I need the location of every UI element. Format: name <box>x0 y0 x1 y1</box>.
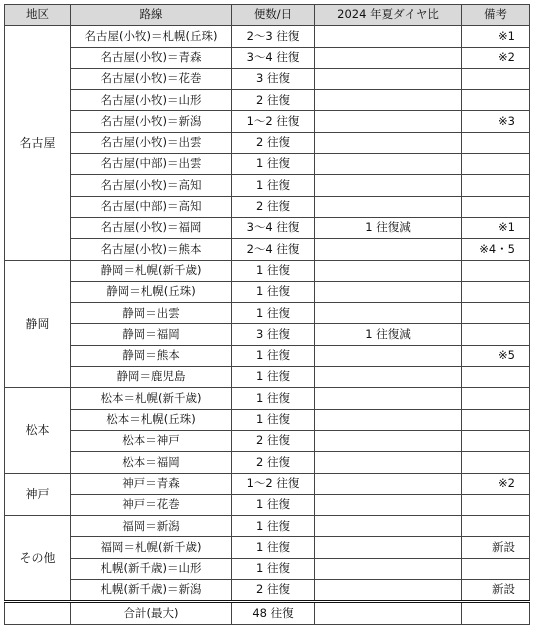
total-flights: 48 往復 <box>232 602 315 624</box>
vs-2024-cell <box>315 345 462 366</box>
note-cell <box>462 430 530 451</box>
route-cell: 札幌(新千歳)＝山形 <box>71 558 232 579</box>
table-row <box>5 580 530 602</box>
flights-cell: 1 往復 <box>232 367 315 388</box>
table-row <box>5 494 530 515</box>
vs-2024-cell <box>315 68 462 89</box>
vs-2024-cell <box>315 558 462 579</box>
route-cell: 名古屋(中部)＝出雲 <box>71 154 232 175</box>
vs-2024-cell <box>315 26 462 47</box>
table-row <box>5 26 530 47</box>
vs-2024-cell <box>315 494 462 515</box>
note-cell <box>462 367 530 388</box>
route-schedule-table-container <box>4 4 530 625</box>
vs-2024-cell <box>315 473 462 494</box>
flights-cell: 1～2 往復 <box>232 111 315 132</box>
route-cell: 松本＝札幌(新千歳) <box>71 388 232 409</box>
route-cell: 松本＝神戸 <box>71 430 232 451</box>
flights-cell: 2～3 往復 <box>232 26 315 47</box>
table-row <box>5 367 530 388</box>
flights-cell: 2 往復 <box>232 452 315 473</box>
route-cell: 名古屋(中部)＝高知 <box>71 196 232 217</box>
flights-cell: 1～2 往復 <box>232 473 315 494</box>
table-row <box>5 239 530 260</box>
flights-cell: 1 往復 <box>232 409 315 430</box>
flights-cell: 1 往復 <box>232 388 315 409</box>
note-cell <box>462 324 530 345</box>
table-row <box>5 409 530 430</box>
note-cell: ※2 <box>462 47 530 68</box>
table-header-row <box>5 5 530 26</box>
total-row <box>5 602 530 624</box>
flights-cell: 1 往復 <box>232 516 315 537</box>
note-cell <box>462 260 530 281</box>
vs-2024-cell <box>315 537 462 558</box>
flights-cell: 2 往復 <box>232 196 315 217</box>
region-cell: 名古屋 <box>5 26 71 260</box>
vs-2024-cell <box>315 452 462 473</box>
note-cell <box>462 90 530 111</box>
flights-cell: 2 往復 <box>232 90 315 111</box>
note-cell: ※4・5 <box>462 239 530 260</box>
table-row <box>5 430 530 451</box>
note-cell <box>462 154 530 175</box>
flights-cell: 2 往復 <box>232 430 315 451</box>
vs-2024-cell <box>315 132 462 153</box>
total-label: 合計(最大) <box>71 602 232 624</box>
header-notes: 備考 <box>462 5 530 26</box>
vs-2024-cell <box>315 367 462 388</box>
note-cell <box>462 516 530 537</box>
vs-2024-cell <box>315 388 462 409</box>
note-cell: ※1 <box>462 217 530 238</box>
note-cell: ※3 <box>462 111 530 132</box>
flights-cell: 3～4 往復 <box>232 47 315 68</box>
vs-2024-cell <box>315 430 462 451</box>
table-row <box>5 537 530 558</box>
flights-cell: 1 往復 <box>232 175 315 196</box>
note-cell: 新設 <box>462 580 530 602</box>
route-cell: 名古屋(小牧)＝山形 <box>71 90 232 111</box>
header-region: 地区 <box>5 5 71 26</box>
route-cell: 名古屋(小牧)＝高知 <box>71 175 232 196</box>
header-flights-per-day: 便数/日 <box>232 5 315 26</box>
vs-2024-cell <box>315 239 462 260</box>
note-cell: ※2 <box>462 473 530 494</box>
note-cell <box>462 175 530 196</box>
flights-cell: 2 往復 <box>232 132 315 153</box>
table-row <box>5 68 530 89</box>
route-cell: 名古屋(小牧)＝熊本 <box>71 239 232 260</box>
flights-cell: 3 往復 <box>232 68 315 89</box>
table-row <box>5 345 530 366</box>
flights-cell: 1 往復 <box>232 537 315 558</box>
region-cell: 静岡 <box>5 260 71 388</box>
vs-2024-cell <box>315 47 462 68</box>
table-row <box>5 175 530 196</box>
route-cell: 静岡＝鹿児島 <box>71 367 232 388</box>
table-body <box>5 26 530 602</box>
note-cell <box>462 196 530 217</box>
vs-2024-cell <box>315 154 462 175</box>
route-cell: 松本＝札幌(丘珠) <box>71 409 232 430</box>
route-cell: 静岡＝熊本 <box>71 345 232 366</box>
table-row <box>5 516 530 537</box>
vs-2024-cell <box>315 260 462 281</box>
flights-cell: 3～4 往復 <box>232 217 315 238</box>
flights-cell: 1 往復 <box>232 345 315 366</box>
note-cell <box>462 409 530 430</box>
table-row <box>5 132 530 153</box>
route-cell: 名古屋(小牧)＝青森 <box>71 47 232 68</box>
table-row <box>5 324 530 345</box>
flights-cell: 1 往復 <box>232 154 315 175</box>
vs-2024-cell <box>315 196 462 217</box>
region-cell: 松本 <box>5 388 71 473</box>
vs-2024-cell <box>315 281 462 302</box>
vs-2024-cell <box>315 303 462 324</box>
note-cell <box>462 68 530 89</box>
route-cell: 名古屋(小牧)＝出雲 <box>71 132 232 153</box>
flights-cell: 1 往復 <box>232 558 315 579</box>
vs-2024-cell <box>315 90 462 111</box>
flights-cell: 2～4 往復 <box>232 239 315 260</box>
note-cell: ※1 <box>462 26 530 47</box>
route-cell: 福岡＝札幌(新千歳) <box>71 537 232 558</box>
route-cell: 名古屋(小牧)＝新潟 <box>71 111 232 132</box>
total-vs-2024-cell <box>315 602 462 624</box>
route-cell: 静岡＝福岡 <box>71 324 232 345</box>
route-cell: 松本＝福岡 <box>71 452 232 473</box>
route-cell: 名古屋(小牧)＝札幌(丘珠) <box>71 26 232 47</box>
total-region-cell <box>5 602 71 624</box>
note-cell <box>462 452 530 473</box>
note-cell <box>462 132 530 153</box>
flights-cell: 3 往復 <box>232 324 315 345</box>
flights-cell: 2 往復 <box>232 580 315 602</box>
note-cell: 新設 <box>462 537 530 558</box>
note-cell <box>462 303 530 324</box>
flights-cell: 1 往復 <box>232 303 315 324</box>
flights-cell: 1 往復 <box>232 494 315 515</box>
table-row <box>5 452 530 473</box>
table-row <box>5 473 530 494</box>
route-schedule-table <box>4 4 530 625</box>
table-row <box>5 217 530 238</box>
table-row <box>5 90 530 111</box>
route-cell: 名古屋(小牧)＝福岡 <box>71 217 232 238</box>
vs-2024-cell <box>315 111 462 132</box>
flights-cell: 1 往復 <box>232 260 315 281</box>
table-row <box>5 281 530 302</box>
vs-2024-cell <box>315 175 462 196</box>
table-row <box>5 154 530 175</box>
table-row <box>5 111 530 132</box>
table-row <box>5 303 530 324</box>
note-cell: ※5 <box>462 345 530 366</box>
header-vs-2024-summer: 2024 年夏ダイヤ比 <box>315 5 462 26</box>
region-cell: 神戸 <box>5 473 71 516</box>
vs-2024-cell <box>315 409 462 430</box>
note-cell <box>462 558 530 579</box>
route-cell: 福岡＝新潟 <box>71 516 232 537</box>
table-row <box>5 196 530 217</box>
flights-cell: 1 往復 <box>232 281 315 302</box>
route-cell: 静岡＝札幌(新千歳) <box>71 260 232 281</box>
vs-2024-cell: 1 往復減 <box>315 324 462 345</box>
route-cell: 静岡＝出雲 <box>71 303 232 324</box>
vs-2024-cell <box>315 516 462 537</box>
note-cell <box>462 281 530 302</box>
route-cell: 神戸＝花巻 <box>71 494 232 515</box>
table-row <box>5 388 530 409</box>
route-cell: 札幌(新千歳)＝新潟 <box>71 580 232 602</box>
vs-2024-cell: 1 往復減 <box>315 217 462 238</box>
route-cell: 静岡＝札幌(丘珠) <box>71 281 232 302</box>
table-row <box>5 260 530 281</box>
route-cell: 名古屋(小牧)＝花巻 <box>71 68 232 89</box>
table-row <box>5 558 530 579</box>
vs-2024-cell <box>315 580 462 602</box>
region-cell: その他 <box>5 516 71 602</box>
note-cell <box>462 494 530 515</box>
total-note-cell <box>462 602 530 624</box>
route-cell: 神戸＝青森 <box>71 473 232 494</box>
note-cell <box>462 388 530 409</box>
table-row <box>5 47 530 68</box>
header-route: 路線 <box>71 5 232 26</box>
